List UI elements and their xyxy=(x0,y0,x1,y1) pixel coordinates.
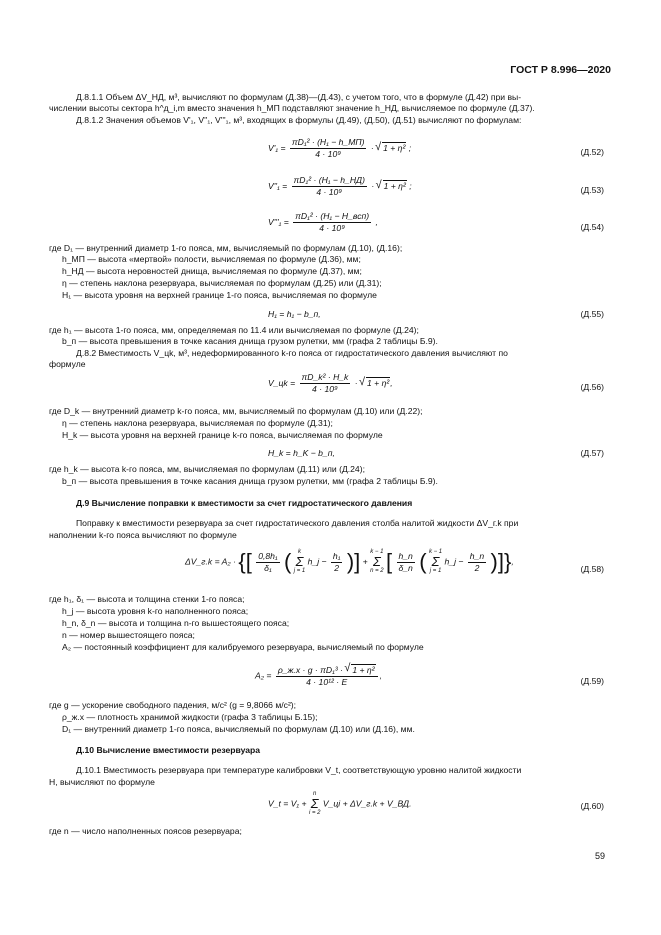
paragraph-line: где g — ускорение свободного падения, м/с² (g = 9,8066 м/с²); xyxy=(49,700,297,710)
formula-d59: A₂ = $\frac{\text{ρ\_ж.х · g · πD₁³ · √ 1 + η²}}{\text{4 · 10¹² · E}}$ , xyxy=(255,664,382,688)
formula-number: (Д.60) xyxy=(580,801,604,811)
formula-d58: ΔV_г.k = A₂ · {[ $\frac{\text{0,8h₁}}{\text{δ₁}}$ ( k Σ j = 1 h_j − $\frac{\text{h₁}}{2}$ )] + k − 1 Σ n = 2 [ $\frac{h\_n}{\delta\_n}$ ( k − 1 Σ j = 1 h_j − $\frac{h\_n}{2}$ )]}, xyxy=(185,549,514,574)
section-heading: Д.9 Вычисление поправки к вместимости за счет гидростатического давления xyxy=(76,498,413,508)
paragraph-line: где h₁ — высота 1-го пояса, мм, определяемая по 11.4 или вычисляемая по формуле (Д.24); xyxy=(49,325,419,335)
formula-number: (Д.57) xyxy=(580,448,604,458)
paragraph-line: A₂ — постоянный коэффициент для калибруемого резервуара, вычисляемый по формуле xyxy=(62,642,424,652)
page-number: 59 xyxy=(594,851,605,861)
paragraph-line: где n — число наполненных поясов резервуара; xyxy=(49,826,242,836)
paragraph-line: h_НД — высота неровностей днища, вычисляемая по формуле (Д.37), мм; xyxy=(62,266,362,276)
formula-number: (Д.54) xyxy=(580,222,604,232)
paragraph-line: n — номер вышестоящего пояса; xyxy=(62,630,195,640)
paragraph-line: ρ_ж.х — плотность хранимой жидкости (графа 3 таблицы Б.15); xyxy=(62,712,318,722)
paragraph-line: H_k — высота уровня на верхней границе k-го пояса, вычисляемая по формуле xyxy=(62,430,383,440)
formula-number: (Д.56) xyxy=(580,382,604,392)
paragraph-line: формуле xyxy=(49,359,86,369)
formula-d54: V'''₁ = $\frac{\text{πD₁² · (H₁ − H\_всп)}}{\text{4 · 10⁹}}$ , xyxy=(268,211,378,233)
paragraph-line: где h₁, δ₁ — высота и толщина стенки 1-го пояса; xyxy=(49,594,245,604)
formula-number: (Д.53) xyxy=(580,185,604,195)
formula-number: (Д.59) xyxy=(580,676,604,686)
paragraph-line: Д.8.1.2 Значения объемов V'₁, V''₁, V'''₁, м³, входящих в формулы (Д.49), (Д.50), (Д.51) вычисляют по формулам: xyxy=(76,115,522,125)
paragraph-line: Д.8.1.1 Объем ΔV_НД, м³, вычисляют по формулам (Д.38)—(Д.43), с учетом того, что в формуле (Д.42) при вы- xyxy=(76,92,522,102)
paragraph-line: D₁ — внутренний диаметр 1-го пояса, вычисляемый по формулам (Д.10) или (Д.16), мм. xyxy=(62,724,415,734)
formula-d56: V_цk = $\frac{\text{πD\_k² · H\_k}}{\text{4 · 10⁹}}$ · √ 1 + η², xyxy=(268,372,393,395)
paragraph-line: Д.8.2 Вместимость V_цk, м³, недеформированного k-го пояса от гидростатического давления вычисляют по xyxy=(76,348,508,358)
formula-number: (Д.58) xyxy=(580,564,604,574)
paragraph-line: b_п — высота превышения в точке касания днища грузом рулетки, мм (графа 2 таблицы Б.9). xyxy=(62,476,438,486)
paragraph-line: где h_k — высота k-го пояса, мм, вычисляемая по формулам (Д.11) или (Д.24); xyxy=(49,464,365,474)
paragraph-line: Поправку к вместимости резервуара за счет гидростатического давления столба налитой жидкости ΔV_г.k при xyxy=(76,518,519,528)
paragraph-line: наполнении k-го пояса вычисляют по формуле xyxy=(49,530,237,540)
paragraph-line: η — степень наклона резервуара, вычисляемая по формулам (Д.25) или (Д.31); xyxy=(62,278,382,288)
paragraph-line: где D_k — внутренний диаметр k-го пояса, мм, вычисляемый по формулам (Д.10) или (Д.22); xyxy=(49,406,423,416)
formula-d60: V_t = V₁ + n Σ i = 2 V_цi + ΔV_г.k + V_ВД. xyxy=(268,791,412,816)
formula-d57: H_k = h_K − b_п, xyxy=(268,448,335,458)
section-heading: Д.10 Вычисление вместимости резервуара xyxy=(76,745,261,755)
paragraph-line: η — степень наклона резервуара, вычисляемая по формуле (Д.31); xyxy=(62,418,333,428)
standard-header: ГОСТ Р 8.996—2020 xyxy=(510,64,611,76)
formula-d53: V''₁ = $\frac{\text{πD₁² · (H₁ − h\_НД)}}{\text{4 · 10⁹}}$ · √ 1 + η² ; xyxy=(268,175,412,198)
formula-d55: H₁ = h₁ − b_п, xyxy=(268,309,321,319)
paragraph-line: h_МП — высота «мертвой» полости, вычисляемая по формуле (Д.36), мм; xyxy=(62,254,361,264)
paragraph-line: h_j — высота уровня k-го наполненного пояса; xyxy=(62,606,249,616)
paragraph-line: h_n, δ_n — высота и толщина n-го вышестоящего пояса; xyxy=(62,618,290,628)
formula-d52: V'₁ = $\frac{\text{πD₁² · (H₁ − h\_МП)}}{\text{4 · 10⁹}}$ · √ 1 + η² ; xyxy=(268,137,411,160)
paragraph-line: где D₁ — внутренний диаметр 1-го пояса, мм, вычисляемый по формулам (Д.10), (Д.16); xyxy=(49,243,403,253)
formula-number: (Д.55) xyxy=(580,309,604,319)
paragraph-line: числении высоты сектора h^д_i,m вместо значения h_МП подставляют значение h_НД, вычисляемое по формуле (Д.37). xyxy=(49,103,535,113)
paragraph-line: b_п — высота превышения в точке касания днища грузом рулетки, мм (графа 2 таблицы Б.9). xyxy=(62,336,438,346)
formula-number: (Д.52) xyxy=(580,147,604,157)
paragraph-line: Д.10.1 Вместимость резервуара при температуре калибровки V_t, соответствующую уровню налитой жидкости xyxy=(76,765,522,775)
paragraph-line: H, вычисляют по формуле xyxy=(49,777,155,787)
paragraph-line: H₁ — высота уровня на верхней границе 1-го пояса, вычисляемая по формуле xyxy=(62,290,377,300)
